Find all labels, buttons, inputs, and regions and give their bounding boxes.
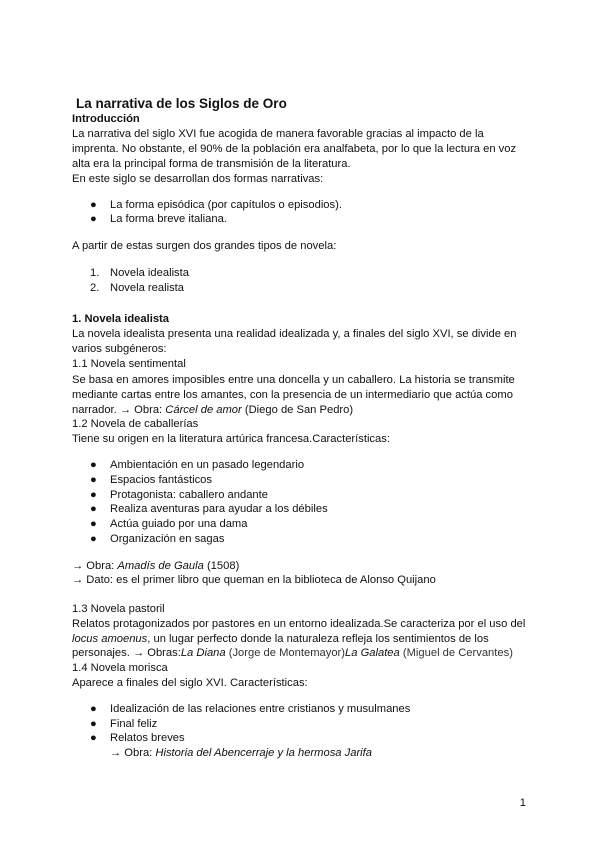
section-heading-idealista: 1. Novela idealista [72,313,170,325]
list-item-text: Protagonista: caballero andante [110,489,268,501]
work-title: Cárcel de amor [165,404,242,416]
list-item-text: Espacios fantásticos [110,474,212,486]
bullet-icon: ● [90,199,97,211]
numbered-item-text: Novela realista [110,282,184,294]
work-title: locus amoenus [72,633,148,645]
numbered-item-number: 2. [90,282,100,294]
page-title: La narrativa de los Siglos de Oro [76,96,287,111]
idealista-line-1: La novela idealista presenta una realidad idealizada y, a finales del siglo XVI, se divide en [72,328,517,340]
caballerias-line: Tiene su origen en la literatura artúrica francesa.Características: [72,433,390,445]
intro-line-2: imprenta. No obstante, el 90% de la población era analfabeta, por lo que la lectura en voz [72,143,517,155]
intro-line-3: alta era la principal forma de transmisión de la literatura. [72,158,351,170]
pastoril-line-1: Relatos protagonizados por pastores en un entorno idealizada.Se caracteriza por el uso del [72,618,526,630]
work-title: Amadís de Gaula [117,560,204,572]
list-item-text: Ambientación en un pasado legendario [110,459,305,471]
bullet-icon: ● [90,459,97,471]
bullet-icon: ● [90,518,97,530]
pastoril-line-2 [72,632,489,647]
obra-label: → Obra: [72,560,118,572]
pastoril-line-2-text: , un lugar perfecto donde la naturaleza refleja los sentimientos de los [147,633,489,645]
work-year: (1508) [203,560,240,572]
list-item-text: La forma breve italiana. [110,213,227,225]
list-item-text: Idealización de las relaciones entre cristianos y musulmanes [110,703,411,715]
caballerias-dato: → Dato: es el primer libro que queman en la biblioteca de Alonso Quijano [72,574,436,586]
bullet-icon: ● [90,732,97,744]
bullet-icon: ● [90,213,97,225]
morisca-obra [110,746,372,761]
work-author: (Miguel de Cervantes) [399,647,513,659]
obra-label: → Obra: [110,747,156,759]
bullet-icon: ● [90,474,97,486]
obra-label: personajes. → Obras: [72,647,181,659]
intro-line-1: La narrativa del siglo XVI fue acogida de manera favorable gracias al impacto de la [72,128,484,140]
obra-label: narrador. → Obra: [72,404,166,416]
intro-heading: Introducción [72,113,140,125]
intro-line-4: En este siglo se desarrollan dos formas narrativas: [72,173,324,185]
subheading-sentimental: 1.1 Novela sentimental [72,358,186,370]
list-item-text: Realiza aventuras para ayudar a los débiles [110,503,328,515]
list-item-text: Final feliz [110,718,158,730]
numbered-item-text: Novela idealista [110,267,189,279]
idealista-line-2: varios subgéneros: [72,343,167,355]
subheading-caballerias: 1.2 Novela de caballerías [72,418,199,430]
work-title: La Diana [180,647,226,659]
bullet-icon: ● [90,489,97,501]
bullet-icon: ● [90,533,97,545]
bullet-icon: ● [90,703,97,715]
bullet-icon: ● [90,718,97,730]
caballerias-obra [72,559,239,574]
subheading-pastoril: 1.3 Novela pastoril [72,603,165,615]
intro-lead: A partir de estas surgen dos grandes tipos de novela: [72,240,337,252]
morisca-line: Aparece a finales del siglo XVI. Características: [72,677,308,689]
list-item-text: Relatos breves [110,732,185,744]
sentimental-line-1: Se basa en amores imposibles entre una doncella y un caballero. La historia se transmite [72,374,515,386]
bullet-icon: ● [90,503,97,515]
work-author: (Diego de San Pedro) [241,404,354,416]
list-item-text: La forma episódica (por capítulos o episodios). [110,199,342,211]
numbered-item-number: 1. [90,267,100,279]
list-item-text: Organización en sagas [110,533,225,545]
page-number: 1 [519,797,526,809]
sentimental-line-2: mediante cartas entre los amantes, con la presencia de un intermediario que actúa como [72,389,513,401]
sentimental-line-3 [72,403,353,418]
pastoril-line-3 [72,646,513,661]
work-title: La Galatea [345,647,400,659]
list-item-text: Actúa guiado por una dama [110,518,248,530]
subheading-morisca: 1.4 Novela morisca [72,662,168,674]
work-author: (Jorge de Montemayor) [225,647,346,659]
work-title: Historia del Abencerraje y la hermosa Jarifa [155,747,372,759]
